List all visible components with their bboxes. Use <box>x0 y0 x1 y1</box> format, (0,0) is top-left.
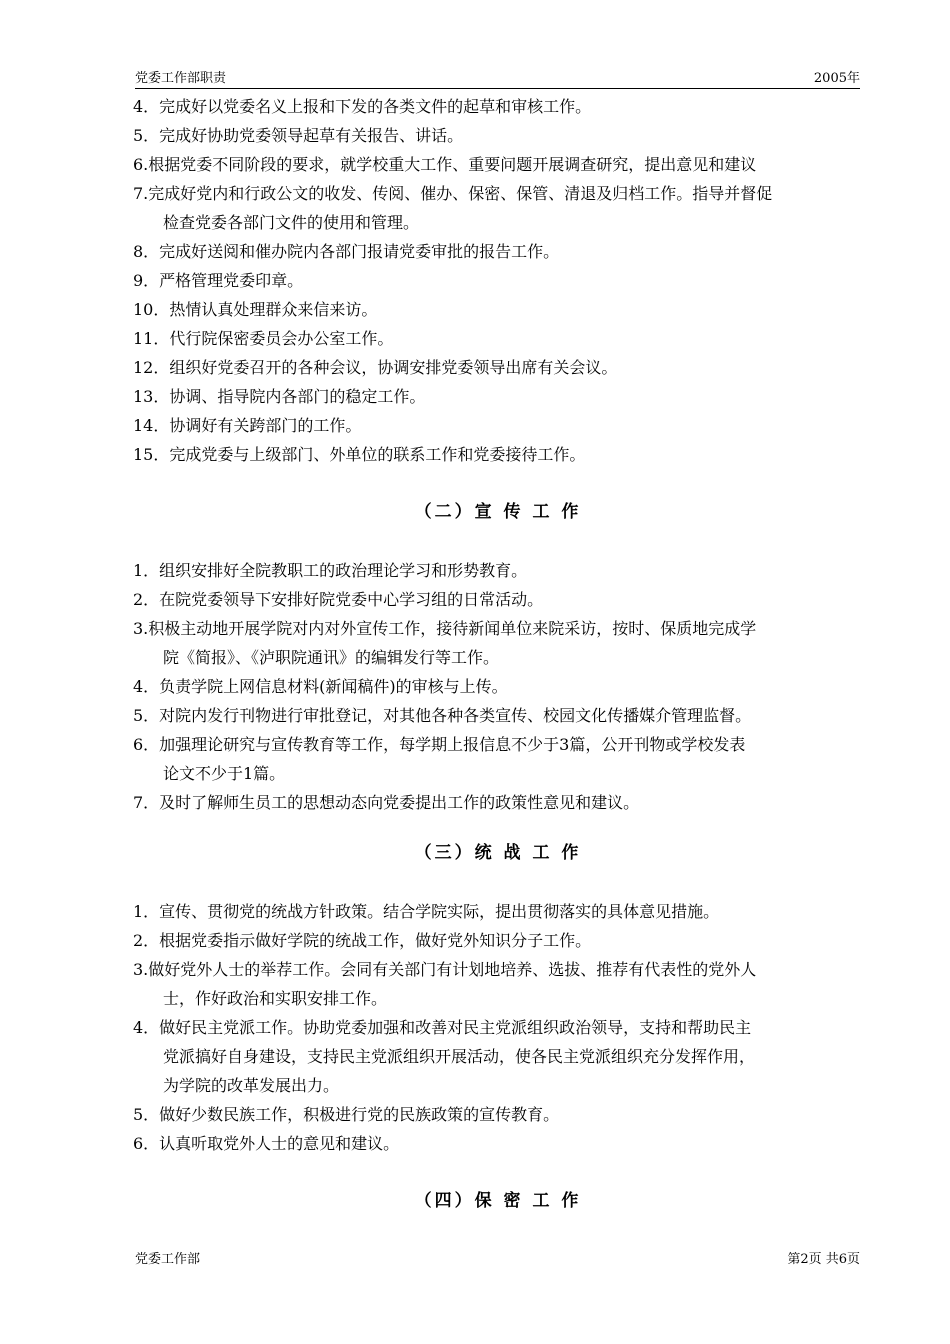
list-item: 5．完成好协助党委领导起草有关报告、讲话。 <box>133 126 464 145</box>
list-item: 15．完成党委与上级部门、外单位的联系工作和党委接待工作。 <box>133 445 586 464</box>
list-item: 6．加强理论研究与宣传教育等工作，每学期上报信息不少于3篇，公开刊物或学校发表 <box>133 735 746 754</box>
page-number: 第2页 共6页 <box>787 1252 860 1267</box>
list-item: 11．代行院保密委员会办公室工作。 <box>133 329 394 348</box>
list-item-continuation: 论文不少于1篇。 <box>163 764 286 783</box>
page-header <box>135 66 860 89</box>
list-item: 14．协调好有关跨部门的工作。 <box>133 416 362 435</box>
list-item-continuation: 院《简报》、《泸职院通讯》的编辑发行等工作。 <box>163 648 500 667</box>
section-title-publicity: （二）宣 传 工 作 <box>414 502 582 522</box>
list-item: 1．组织安排好全院教职工的政治理论学习和形势教育。 <box>133 561 528 580</box>
list-item: 3.做好党外人士的举荐工作。会同有关部门有计划地培养、选拔、推荐有代表性的党外人 <box>133 960 757 979</box>
header-title: 党委工作部职责 <box>135 71 227 86</box>
list-item: 6.根据党委不同阶段的要求，就学校重大工作、重要问题开展调查研究，提出意见和建议 <box>133 155 757 174</box>
list-item: 3.积极主动地开展学院对内对外宣传工作，接待新闻单位来院采访，按时、保质地完成学 <box>133 619 757 638</box>
footer-department: 党委工作部 <box>135 1252 201 1267</box>
list-item: 7.完成好党内和行政公文的收发、传阅、催办、保密、保管、清退及归档工作。指导并督促 <box>133 184 773 203</box>
list-item-continuation: 士，作好政治和实职安排工作。 <box>163 989 388 1008</box>
list-item: 4．负责学院上网信息材料(新闻稿件)的审核与上传。 <box>133 677 508 696</box>
list-item: 12．组织好党委召开的各种会议，协调安排党委领导出席有关会议。 <box>133 358 618 377</box>
section-title-confidentiality: （四）保 密 工 作 <box>414 1191 582 1211</box>
document-body <box>133 92 863 1216</box>
list-item: 2．根据党委指示做好学院的统战工作，做好党外知识分子工作。 <box>133 931 592 950</box>
list-item: 6．认真听取党外人士的意见和建议。 <box>133 1134 400 1153</box>
list-item: 13．协调、指导院内各部门的稳定工作。 <box>133 387 426 406</box>
header-year: 2005年 <box>813 71 860 86</box>
list-item: 5．对院内发行刊物进行审批登记，对其他各种各类宣传、校园文化传播媒介管理监督。 <box>133 706 752 725</box>
list-item: 1．宣传、贯彻党的统战方针政策。结合学院实际，提出贯彻落实的具体意见措施。 <box>133 902 720 921</box>
list-item: 2．在院党委领导下安排好院党委中心学习组的日常活动。 <box>133 590 544 609</box>
list-item: 4．完成好以党委名义上报和下发的各类文件的起草和审核工作。 <box>133 97 592 116</box>
list-item: 4．做好民主党派工作。协助党委加强和改善对民主党派组织政治领导，支持和帮助民主 <box>133 1018 752 1037</box>
list-item: 10．热情认真处理群众来信来访。 <box>133 300 378 319</box>
list-item: 7．及时了解师生员工的思想动态向党委提出工作的政策性意见和建议。 <box>133 793 640 812</box>
section-title-united-front: （三）统 战 工 作 <box>414 843 582 863</box>
list-item: 5．做好少数民族工作，积极进行党的民族政策的宣传教育。 <box>133 1105 560 1124</box>
list-item-continuation: 为学院的改革发展出力。 <box>163 1076 340 1095</box>
list-item: 9．严格管理党委印章。 <box>133 271 304 290</box>
list-item-continuation: 检查党委各部门文件的使用和管理。 <box>163 213 420 232</box>
list-item-continuation: 党派搞好自身建设，支持民主党派组织开展活动，使各民主党派组织充分发挥作用， <box>163 1047 756 1066</box>
list-item: 8．完成好送阅和催办院内各部门报请党委审批的报告工作。 <box>133 242 560 261</box>
